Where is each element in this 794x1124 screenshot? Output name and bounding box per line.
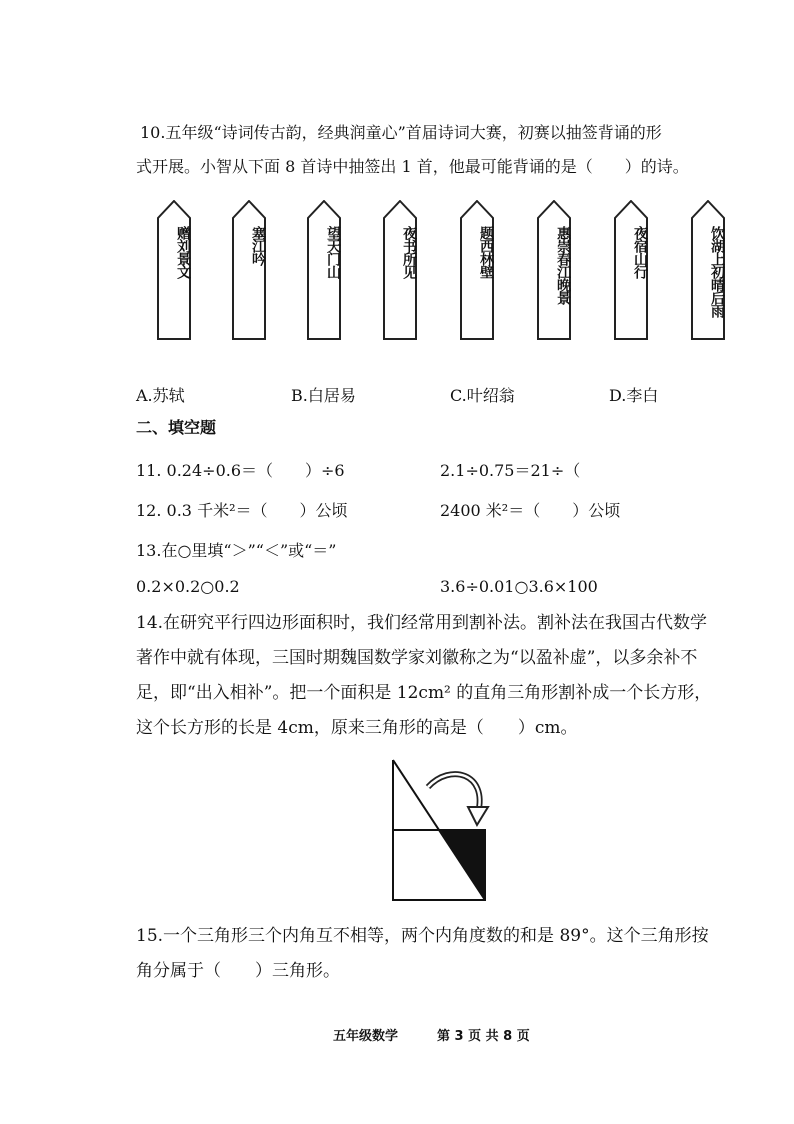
option-b: B.白居易 (291, 386, 356, 405)
q11-right: 2.1÷0.75＝21÷（ (440, 461, 581, 480)
poem-title: 塞江吟 (250, 226, 266, 265)
poem-tag (383, 200, 417, 340)
poem-title: 夜宿山行 (632, 226, 648, 278)
poem-title: 望天门山 (325, 226, 341, 278)
option-a: A.苏轼 (136, 386, 185, 405)
q14-line1: 14.在研究平行四边形面积时，我们经常用到割补法。割补法在我国古代数学 (136, 613, 708, 633)
poem-tag (157, 200, 191, 340)
tag-outline-icon (232, 200, 266, 340)
q14-line2: 著作中就有体现，三国时期魏国数学家刘徽称之为“以盈补虚”，以多余补不 (136, 648, 698, 668)
option-c: C.叶绍翁 (450, 386, 515, 405)
poem-tag (691, 200, 725, 340)
arrow-head-icon (468, 807, 488, 825)
poem-title: 饮湖上初晴后雨 (709, 226, 725, 317)
q10-line1: 10.五年级“诗词传古韵，经典润童心”首届诗词大赛，初赛以抽签背诵的形 (140, 123, 662, 142)
q13-title: 13.在○里填“＞”“＜”或“＝” (136, 541, 337, 560)
section-heading: 二、填空题 (136, 418, 217, 437)
footer-subject: 五年级数学 (333, 1029, 399, 1044)
poem-tag (537, 200, 571, 340)
q13-left: 0.2×0.2○0.2 (136, 577, 240, 596)
q14-line3: 足，即“出入相补”。把一个面积是 12cm² 的直角三角形割补成一个长方形， (136, 683, 712, 703)
q12-right: 2400 米²＝（ ）公顷 (440, 501, 621, 520)
poem-tag (460, 200, 494, 340)
poem-title: 赠刘景文 (175, 226, 191, 278)
q15-line2: 角分属于（ ）三角形。 (136, 961, 340, 981)
q12-left: 12. 0.3 千米²＝（ ）公顷 (136, 501, 348, 520)
poem-tag (232, 200, 266, 340)
poem-title: 惠崇春江晚景 (555, 226, 571, 304)
poem-title: 夜书所见 (401, 226, 417, 278)
q10-line2: 式开展。小智从下面 8 首诗中抽签出 1 首，他最可能背诵的是（ ）的诗。 (136, 157, 689, 176)
q11-left: 11. 0.24÷0.6＝（ ）÷6 (136, 461, 345, 480)
poem-tag (307, 200, 341, 340)
poem-tag (614, 200, 648, 340)
q13-right: 3.6÷0.01○3.6×100 (440, 577, 598, 596)
cut-and-fill-figure (380, 755, 510, 905)
poem-title: 题西林壁 (478, 226, 494, 278)
footer-page: 第 3 页 共 8 页 (437, 1029, 530, 1044)
q14-line4: 这个长方形的长是 4cm，原来三角形的高是（ ）cm。 (136, 718, 578, 738)
option-d: D.李白 (609, 386, 659, 405)
q15-line1: 15.一个三角形三个内角互不相等，两个内角度数的和是 89°。这个三角形按 (136, 926, 709, 946)
